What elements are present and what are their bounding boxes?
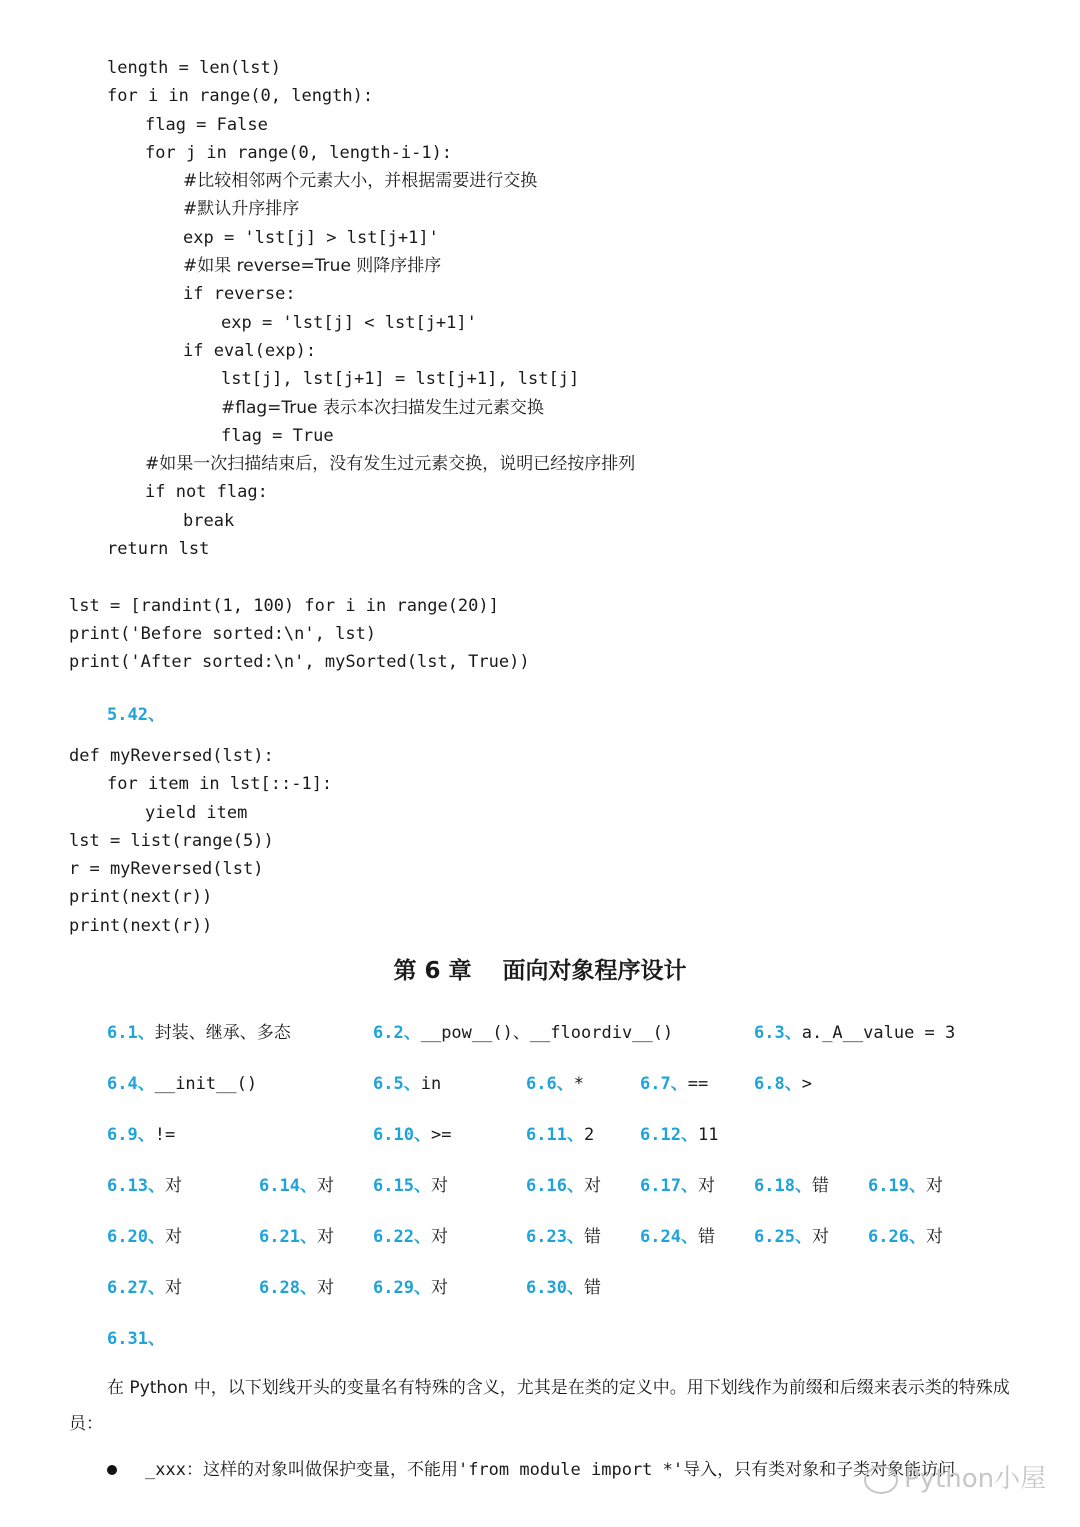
answer-value: >= [430, 1125, 452, 1145]
code1-line: print('After sorted:\n', mySorted(lst, True)) [69, 652, 530, 673]
code1-line: if eval(exp): [183, 340, 317, 361]
code1-line: exp = 'lst[j] > lst[j+1]' [183, 227, 439, 248]
answer-number: 6.5、 [373, 1074, 421, 1094]
bullet-var-name: _xxx [145, 1460, 186, 1480]
answer-item [754, 1018, 955, 1043]
answer-number: 6.17、 [640, 1176, 698, 1196]
answer-value: 对 [925, 1176, 943, 1196]
code2-line: print(next(r)) [69, 915, 213, 936]
code2-line: yield item [145, 802, 248, 823]
answer-item [868, 1222, 943, 1247]
code1-line: #比较相邻两个元素大小，并根据需要进行交换 [183, 171, 538, 192]
answer-item [107, 1069, 257, 1094]
code1-line: #flag=True 表示本次扫描发生过元素交换 [221, 397, 544, 418]
answer-item [526, 1120, 594, 1145]
answer-item [107, 1324, 165, 1349]
answer-item [754, 1171, 829, 1196]
answer-value: 对 [697, 1176, 715, 1196]
answer-number: 6.10、 [373, 1125, 431, 1145]
answer-value: in [420, 1074, 442, 1094]
answer-item [754, 1069, 812, 1094]
answer-value: 对 [811, 1227, 829, 1247]
answer-item [640, 1222, 715, 1247]
answer-value: 对 [430, 1176, 448, 1196]
answer-label-5-42: 5.42、 [107, 705, 165, 725]
code1-line: flag = True [221, 425, 334, 446]
code2-line: def myReversed(lst): [69, 746, 274, 766]
code1-line: flag = False [145, 114, 268, 135]
answer-value: * [573, 1074, 584, 1094]
answer-number: 6.29、 [373, 1278, 431, 1298]
code1-line [69, 563, 635, 591]
answer-item [373, 1273, 448, 1298]
watermark-text: Python小屋 [904, 1464, 1047, 1494]
code1-line: lst[j], lst[j+1] = lst[j+1], lst[j] [221, 369, 580, 390]
answer-number: 6.27、 [107, 1278, 165, 1298]
answer-item [526, 1171, 601, 1196]
answer-number: 6.28、 [259, 1278, 317, 1298]
answer-number: 6.2、 [373, 1023, 421, 1043]
answer-item [107, 1120, 175, 1145]
answer-number: 6.4、 [107, 1074, 155, 1094]
answer-item [640, 1120, 718, 1145]
wechat-icon [864, 1466, 898, 1494]
code1-line: #如果一次扫描结束后，没有发生过元素交换，说明已经按序排列 [145, 454, 636, 475]
answer-number: 6.18、 [754, 1176, 812, 1196]
answer-value: 对 [583, 1176, 601, 1196]
answer-number: 6.30、 [526, 1278, 584, 1298]
code1-line: #如果 reverse=True 则降序排序 [183, 256, 442, 277]
answer-value: a._A__value = 3 [801, 1023, 956, 1043]
code1-line: return lst [107, 539, 210, 560]
paragraph-text: 在 Python 中，以下划线开头的变量名有特殊的含义，尤其是在类的定义中。用下划线作为前缀和后缀来表示类的特殊成员： [69, 1378, 1010, 1434]
bullet-dot-icon [107, 1465, 117, 1475]
answer-item [640, 1069, 708, 1094]
code1-line: if not flag: [145, 482, 268, 503]
answer-value: 对 [164, 1227, 182, 1247]
answer-number: 6.23、 [526, 1227, 584, 1247]
answer-number: 6.16、 [526, 1176, 584, 1196]
answer-value: 对 [164, 1176, 182, 1196]
answer-value: 对 [430, 1278, 448, 1298]
code-block-myreversed [69, 742, 332, 940]
answer-number: 6.6、 [526, 1074, 574, 1094]
answer-item [373, 1018, 673, 1043]
answer-value: 对 [316, 1227, 334, 1247]
answer-number: 6.21、 [259, 1227, 317, 1247]
answer-number: 6.8、 [754, 1074, 802, 1094]
answer-value: != [154, 1125, 176, 1145]
answer-item [526, 1273, 601, 1298]
answer-number: 6.15、 [373, 1176, 431, 1196]
code1-line: lst = [randint(1, 100) for i in range(20)] [69, 595, 499, 616]
answer-value: 2 [583, 1125, 595, 1145]
answer-item [107, 1018, 291, 1043]
answer-item [754, 1222, 829, 1247]
answer-number: 6.31、 [107, 1329, 165, 1349]
answer-number: 6.12、 [640, 1125, 698, 1145]
answer-item [259, 1273, 334, 1298]
answer-number: 6.14、 [259, 1176, 317, 1196]
answer-value: 对 [164, 1278, 182, 1298]
code1-line: length = len(lst) [107, 58, 281, 78]
answer-number: 6.1、 [107, 1023, 155, 1043]
code1-line: for j in range(0, length-i-1): [145, 142, 453, 163]
answer-value: 错 [583, 1278, 601, 1298]
code1-line: #默认升序排序 [183, 199, 300, 220]
answer-item [373, 1171, 448, 1196]
answer-value: 对 [430, 1227, 448, 1247]
answer-value: __init__() [154, 1074, 258, 1094]
answer-number: 6.9、 [107, 1125, 155, 1145]
code2-line: print(next(r)) [69, 887, 213, 908]
bullet-text-after: 导入，只有类对象和子类对象能访问 [683, 1460, 956, 1480]
code2-line: r = myReversed(lst) [69, 859, 264, 880]
paragraph-underscore-intro [69, 1370, 1029, 1442]
answer-item [373, 1120, 451, 1145]
watermark [864, 1458, 1046, 1495]
answer-value: 封装、继承、多态 [154, 1023, 291, 1043]
answer-item [107, 1273, 182, 1298]
answer-value: 11 [697, 1125, 719, 1145]
answer-item [640, 1171, 715, 1196]
answer-value: 错 [811, 1176, 829, 1196]
answer-number: 6.22、 [373, 1227, 431, 1247]
answer-item [868, 1171, 943, 1196]
answer-number: 6.26、 [868, 1227, 926, 1247]
answer-number: 6.3、 [754, 1023, 802, 1043]
code2-line: for item in lst[::-1]: [107, 774, 333, 795]
bullet-text-before: ：这样的对象叫做保护变量，不能用 [185, 1460, 458, 1480]
answer-item [373, 1069, 441, 1094]
code1-line: exp = 'lst[j] < lst[j+1]' [221, 312, 477, 333]
answer-value: 对 [925, 1227, 943, 1247]
answer-item [526, 1222, 601, 1247]
answer-item [259, 1171, 334, 1196]
chapter-title: 第 6 章 面向对象程序设计 [393, 958, 687, 984]
answer-number: 6.11、 [526, 1125, 584, 1145]
answer-number: 6.24、 [640, 1227, 698, 1247]
code1-line: break [183, 510, 235, 531]
answer-value: __pow__()、__floordiv__() [420, 1023, 674, 1043]
answer-value: 错 [697, 1227, 715, 1247]
answer-number: 6.13、 [107, 1176, 165, 1196]
answer-item [107, 1171, 182, 1196]
bullet-protected-variable [107, 1455, 955, 1480]
code1-line: for i in range(0, length): [107, 86, 374, 107]
answer-value: 错 [583, 1227, 601, 1247]
answer-value: 对 [316, 1176, 334, 1196]
answer-item [259, 1222, 334, 1247]
answer-value: 对 [316, 1278, 334, 1298]
answer-number: 6.25、 [754, 1227, 812, 1247]
answer-item [373, 1222, 448, 1247]
code1-line: if reverse: [183, 284, 296, 305]
code-block-mysorted [69, 54, 635, 677]
answer-value: == [687, 1074, 709, 1094]
code1-line: print('Before sorted:\n', lst) [69, 623, 377, 644]
answer-number: 6.7、 [640, 1074, 688, 1094]
answer-value: > [801, 1074, 812, 1094]
answer-item [107, 1222, 182, 1247]
code2-line: lst = list(range(5)) [69, 830, 274, 851]
answer-number: 6.20、 [107, 1227, 165, 1247]
bullet-code: 'from module import *' [457, 1460, 684, 1480]
answer-number: 6.19、 [868, 1176, 926, 1196]
answer-item [526, 1069, 584, 1094]
